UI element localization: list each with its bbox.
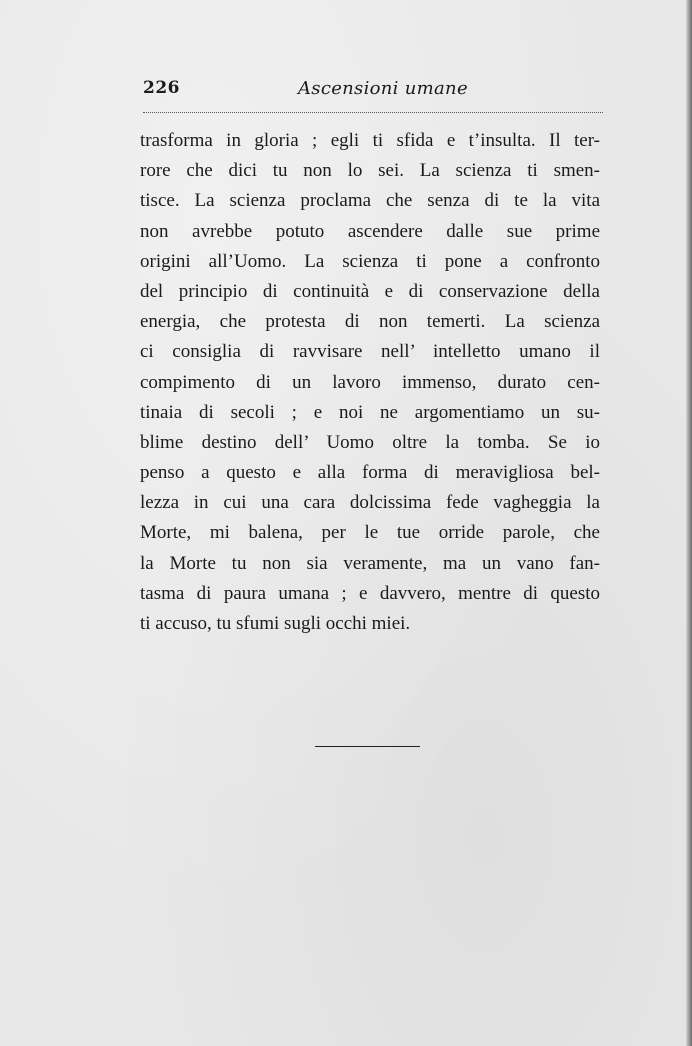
text-line-last: ti accuso, tu sfumi sugli occhi miei. <box>140 613 411 634</box>
text-line: Morte, mi balena, per le tue orride parole, che <box>140 522 600 544</box>
running-head <box>143 78 603 102</box>
text-line: energia, che protesta di non temerti. La scienza <box>140 311 600 333</box>
text-line: del principio di continuità e di conservazione della <box>140 280 600 302</box>
text-line: tasma di paura umana ; e davvero, mentre di questo <box>140 582 600 604</box>
header-dotted-rule <box>143 112 603 113</box>
text-line: trasforma in gloria ; egli ti sfida e t’insulta. Il ter- <box>140 130 600 151</box>
body-text <box>140 126 600 639</box>
page-number: 226 <box>143 78 180 98</box>
end-rule <box>315 746 420 747</box>
text-line: tinaia di secoli ; e noi ne argomentiamo un su- <box>140 401 600 423</box>
text-line: ci consiglia di ravvisare nell’ intelletto umano il <box>140 341 600 363</box>
text-line: origini all’Uomo. La scienza ti pone a confronto <box>140 250 600 272</box>
page-edge-shadow <box>686 0 692 1046</box>
running-title: Ascensioni umane <box>298 78 468 99</box>
text-line: compimento di un lavoro immenso, durato cen- <box>140 371 600 393</box>
text-line: blime destino dell’ Uomo oltre la tomba. Se io <box>140 431 600 453</box>
text-line: non avrebbe potuto ascendere dalle sue prime <box>140 220 600 242</box>
text-line: tisce. La scienza proclama che senza di te la vita <box>140 190 600 212</box>
text-line: lezza in cui una cara dolcissima fede vagheggia la <box>140 492 600 514</box>
text-line: la Morte tu non sia veramente, ma un vano fan- <box>140 552 600 574</box>
text-line: penso a questo e alla forma di meravigliosa bel- <box>140 462 600 484</box>
text-line: rore che dici tu non lo sei. La scienza ti smen- <box>140 160 600 182</box>
